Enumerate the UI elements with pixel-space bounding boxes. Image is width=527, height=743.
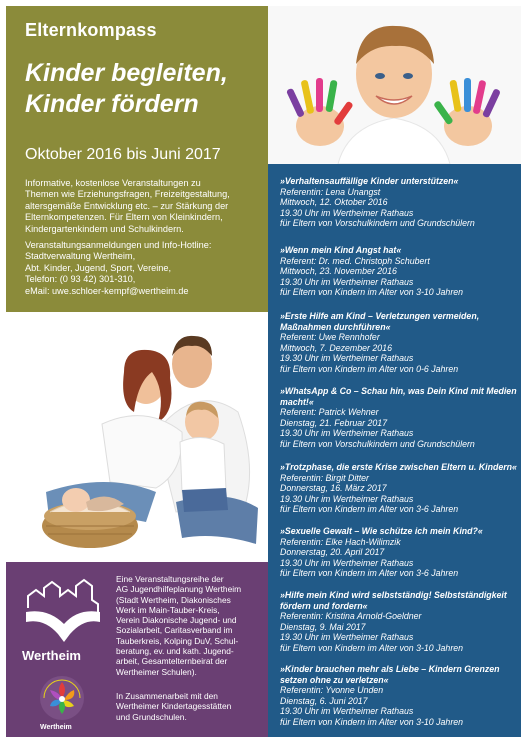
event-referent: Referentin: Lena Unangst bbox=[280, 186, 381, 197]
event-date: Mittwoch, 23. November 2016 bbox=[280, 266, 397, 276]
hotline-line: Veranstaltungsanmeldungen und Info-Hotline: bbox=[25, 240, 212, 250]
event-audience: für Eltern von Kindern im Alter von 3-10 Jahren bbox=[280, 716, 464, 727]
event-item bbox=[280, 245, 518, 298]
event-time-place: 19.30 Uhr im Wertheimer Rathaus bbox=[280, 493, 414, 504]
event-item bbox=[280, 176, 518, 229]
event-audience: für Eltern von Kindern im Alter von 3-10 Jahren bbox=[280, 287, 464, 297]
event-title: »Hilfe mein Kind wird selbstständig! Selbstständigkeit fördern und fordern« bbox=[280, 590, 507, 611]
intro-line: Elternkompetenzen. Für Eltern von Kleinkindern, bbox=[25, 212, 223, 223]
event-date: Dienstag, 6. Juni 2017 bbox=[280, 695, 368, 706]
intro-line: Themen wie Erziehungsfragen, Freizeitgestaltung, bbox=[25, 189, 230, 200]
event-audience: für Eltern von Vorschulkindern und Grundschülern bbox=[280, 218, 475, 228]
event-date: Dienstag, 21. Februar 2017 bbox=[280, 417, 388, 428]
hotline-info bbox=[25, 240, 265, 297]
organizer-line: Wertheimer Schulen). bbox=[116, 666, 197, 677]
event-referent: Referentin: Birgit Ditter bbox=[280, 472, 369, 483]
intro-line: Kindergartenkindern und Schulkindern. bbox=[25, 223, 184, 234]
header-panel bbox=[6, 6, 268, 312]
headline-line-2: Kinder fördern bbox=[25, 90, 199, 118]
period-text: Oktober 2016 bis Juni 2017 bbox=[25, 146, 221, 163]
event-title: »WhatsApp & Co – Schau hin, was Dein Kind mit Medien macht!« bbox=[280, 386, 517, 407]
photo-family bbox=[6, 312, 268, 562]
event-title: »Sexuelle Gewalt – Wie schütze ich mein Kind?« bbox=[280, 526, 483, 536]
ag-jugendhilfeplanung-logo-icon bbox=[34, 670, 90, 726]
event-referent: Referent: Patrick Wehner bbox=[280, 407, 379, 417]
event-item bbox=[280, 664, 518, 727]
event-date: Mittwoch, 12. Oktober 2016 bbox=[280, 197, 388, 207]
event-date: Donnerstag, 16. März 2017 bbox=[280, 483, 387, 493]
event-item bbox=[280, 526, 518, 579]
hotline-line: Stadtverwaltung Wertheim, bbox=[25, 251, 136, 262]
flyer-page bbox=[6, 6, 521, 737]
coop-line: und Grundschulen. bbox=[116, 711, 187, 722]
event-time-place: 19.30 Uhr im Wertheimer Rathaus bbox=[280, 207, 414, 218]
organizer-line: Tauberkreis, Kolping DuV, Schul- bbox=[116, 635, 239, 646]
family-photo-illustration bbox=[6, 312, 268, 562]
event-title: »Kinder brauchen mehr als Liebe – Kindern Grenzen setzen ohne zu verletzen« bbox=[280, 664, 500, 685]
event-item bbox=[280, 590, 518, 653]
wertheim-logo-text: Wertheim bbox=[22, 648, 81, 663]
event-audience: für Eltern von Kindern im Alter von 3-10 Jahren bbox=[280, 642, 464, 653]
event-referent: Referentin: Kristina Arnold-Goeldner bbox=[280, 611, 422, 621]
organizer-line: arbeit, Gesamtelternbeirat der bbox=[116, 656, 228, 667]
event-referent: Referentin: Yvonne Unden bbox=[280, 685, 384, 695]
event-title: »Verhaltensauffällige Kinder unterstützen« bbox=[280, 176, 459, 186]
event-audience: für Eltern von Kindern im Alter von 3-6 Jahren bbox=[280, 504, 459, 514]
organizer-line: (Stadt Wertheim, Diakonisches bbox=[116, 594, 231, 605]
child-photo-illustration bbox=[268, 6, 521, 164]
headline bbox=[25, 58, 228, 120]
organizer-line: Sozialarbeit, Caritasverband im bbox=[116, 625, 233, 636]
event-time-place: 19.30 Uhr im Wertheimer Rathaus bbox=[280, 276, 414, 287]
event-referent: Referentin: Elke Hach-Wilimzik bbox=[280, 536, 401, 547]
organizer-panel bbox=[6, 562, 268, 737]
coop-line: In Zusammenarbeit mit den bbox=[116, 691, 218, 701]
event-time-place: 19.30 Uhr im Wertheimer Rathaus bbox=[280, 557, 414, 568]
cooperation-note bbox=[116, 691, 264, 722]
event-time-place: 19.30 Uhr im Wertheimer Rathaus bbox=[280, 428, 414, 438]
event-item bbox=[280, 311, 518, 374]
event-time-place: 19.30 Uhr im Wertheimer Rathaus bbox=[280, 706, 414, 716]
event-item bbox=[280, 386, 518, 449]
photo-child-painted-hands bbox=[268, 6, 521, 164]
event-title: »Trotzphase, die erste Krise zwischen Eltern u. Kindern« bbox=[280, 462, 517, 472]
event-date: Dienstag, 9. Mai 2017 bbox=[280, 621, 366, 632]
events-panel bbox=[268, 164, 521, 737]
hotline-email[interactable]: eMail: uwe.schloer-kempf@wertheim.de bbox=[25, 285, 189, 296]
event-audience: für Eltern von Vorschulkindern und Grundschülern bbox=[280, 438, 475, 449]
event-date: Donnerstag, 20. April 2017 bbox=[280, 547, 385, 557]
ag-logo-place: Wertheim bbox=[40, 724, 72, 731]
organizer-description bbox=[116, 574, 264, 677]
organizer-line: Verein Diakonische Jugend- und bbox=[116, 615, 237, 626]
event-audience: für Eltern von Kindern im Alter von 3-6 Jahren bbox=[280, 568, 459, 578]
event-referent: Referent: Uwe Rennhofer bbox=[280, 332, 380, 342]
organizer-line: Werk im Main-Tauber-Kreis, bbox=[116, 604, 220, 615]
event-audience: für Eltern von Kindern im Alter von 0-6 Jahren bbox=[280, 363, 459, 374]
coop-line: Wertheimer Kindertagesstätten bbox=[116, 701, 232, 712]
event-time-place: 19.30 Uhr im Wertheimer Rathaus bbox=[280, 632, 414, 642]
intro-line: altersgemäße Entwicklung etc. – zur Stärkung der bbox=[25, 200, 229, 211]
event-item bbox=[280, 462, 518, 515]
organizer-line: AG Jugendhilfeplanung Wertheim bbox=[116, 584, 242, 595]
hotline-line: Telefon: (0 93 42) 301-310, bbox=[25, 274, 136, 285]
event-title: »Wenn mein Kind Angst hat« bbox=[280, 245, 402, 255]
hotline-line: Abt. Kinder, Jugend, Sport, Vereine, bbox=[25, 262, 172, 273]
event-title: »Erste Hilfe am Kind – Verletzungen vermeiden, Maßnahmen durchführen« bbox=[280, 311, 480, 332]
organizer-line: beratung, ev. und kath. Jugend- bbox=[116, 646, 234, 657]
event-referent: Referent: Dr. med. Christoph Schubert bbox=[280, 255, 430, 266]
wertheim-city-logo-icon bbox=[18, 578, 108, 646]
event-time-place: 19.30 Uhr im Wertheimer Rathaus bbox=[280, 353, 414, 363]
event-date: Mittwoch, 7. Dezember 2016 bbox=[280, 342, 392, 353]
brand-title: Elternkompass bbox=[25, 20, 157, 40]
intro-text bbox=[25, 178, 265, 235]
headline-line-1: Kinder begleiten, bbox=[25, 59, 228, 87]
organizer-line: Eine Veranstaltungsreihe der bbox=[116, 574, 224, 584]
intro-line: Informative, kostenlose Veranstaltungen zu bbox=[25, 178, 201, 188]
